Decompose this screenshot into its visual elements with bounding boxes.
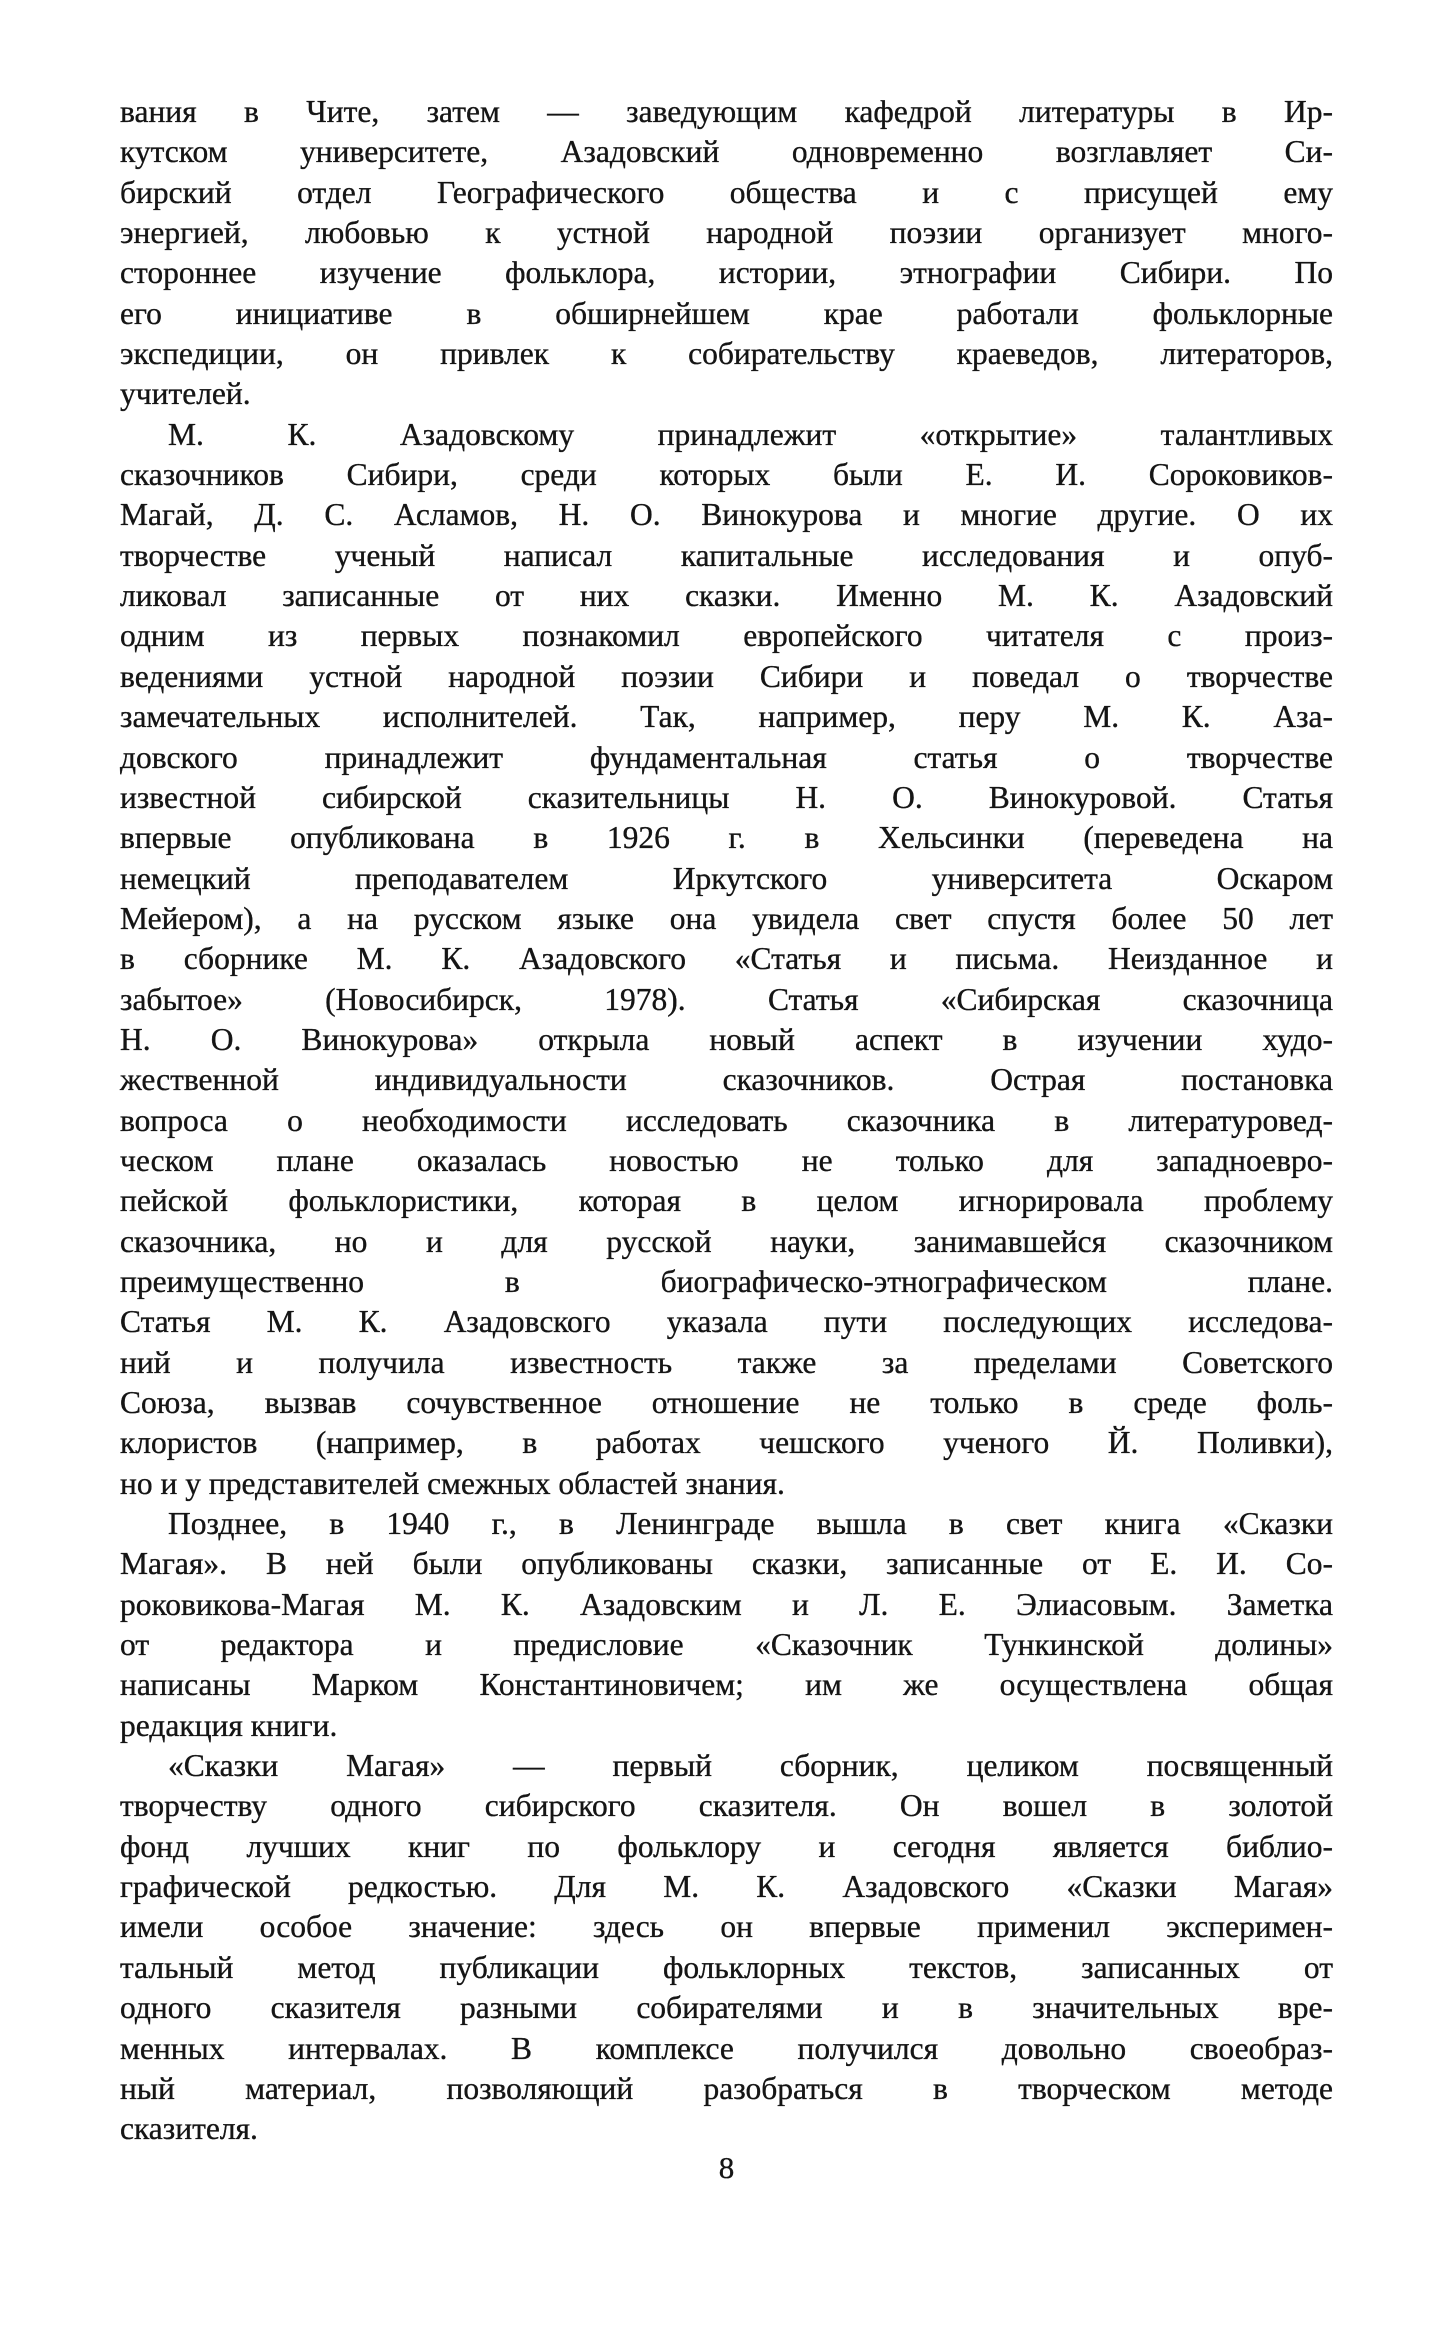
text-line: Н. О. Винокурова» открыла новый аспект в изучении худо- <box>120 1021 1333 1057</box>
text-line: сказочника, но и для русской науки, занимавшейся сказочником <box>120 1223 1333 1259</box>
text-line: но и у представителей смежных областей знания. <box>120 1465 785 1501</box>
text-line: жественной индивидуальности сказочников. Острая постановка <box>120 1062 1333 1098</box>
text-line: клористов (например, в работах чешского ученого Й. Поливки), <box>120 1425 1333 1461</box>
text-line: Магай, Д. С. Асламов, Н. О. Винокурова и многие другие. О их <box>120 497 1333 533</box>
paragraph <box>120 1746 1333 2149</box>
text-line: забытое» (Новосибирск, 1978). Статья «Сибирская сказочница <box>120 981 1333 1017</box>
text-line: одним из первых познакомил европейского читателя с произ- <box>120 618 1333 654</box>
text-line: стороннее изучение фольклора, истории, этнографии Сибири. По <box>120 255 1333 291</box>
paragraph <box>120 1504 1333 1746</box>
text-line: ведениями устной народной поэзии Сибири и поведал о творчестве <box>120 658 1333 694</box>
text-line: замечательных исполнителей. Так, например, перу М. К. Аза- <box>120 699 1333 735</box>
text-line: пейской фольклористики, которая в целом игнорировала проблему <box>120 1183 1333 1219</box>
text-line: его инициативе в обширнейшем крае работали фольклорные <box>120 295 1333 331</box>
text-line: вопроса о необходимости исследовать сказочника в литературовед- <box>120 1102 1333 1138</box>
text-line: Мейером), а на русском языке она увидела свет спустя более 50 лет <box>120 900 1333 936</box>
text-line: учителей. <box>120 376 251 412</box>
text-line: фонд лучших книг по фольклору и сегодня является библио- <box>120 1828 1333 1864</box>
text-line: графической редкостью. Для М. К. Азадовского «Сказки Магая» <box>120 1869 1333 1905</box>
text-line: известной сибирской сказительницы Н. О. Винокуровой. Статья <box>120 779 1333 815</box>
text-line: М. К. Азадовскому принадлежит «открытие» талантливых <box>168 416 1333 452</box>
text-line: менных интервалах. В комплексе получился довольно своеобраз- <box>120 2030 1333 2066</box>
text-line: одного сказителя разными собирателями и в значительных вре- <box>120 1990 1333 2026</box>
text-line: довского принадлежит фундаментальная статья о творчестве <box>120 739 1333 775</box>
text-line: имели особое значение: здесь он впервые применил эксперимен- <box>120 1909 1333 1945</box>
text-line: ний и получила известность также за пределами Советского <box>120 1344 1333 1380</box>
text-line: немецкий преподавателем Иркутского университета Оскаром <box>120 860 1333 896</box>
text-line: кутском университете, Азадовский одновременно возглавляет Си- <box>120 134 1333 170</box>
text-line: ческом плане оказалась новостью не только для западноевро- <box>120 1142 1333 1178</box>
text-line: впервые опубликована в 1926 г. в Хельсинки (переведена на <box>120 820 1333 856</box>
text-line: бирский отдел Географического общества и с присущей ему <box>120 174 1333 210</box>
paragraph <box>120 92 1333 415</box>
text-line: преимущественно в биографическо-этнографическом плане. <box>120 1263 1333 1299</box>
text-line: ный материал, позволяющий разобраться в творческом методе <box>120 2070 1333 2106</box>
paragraph <box>120 415 1333 1504</box>
text-line: роковикова-Магая М. К. Азадовским и Л. Е. Элиасовым. Заметка <box>120 1586 1333 1622</box>
text-line: вания в Чите, затем — заведующим кафедрой литературы в Ир- <box>120 94 1333 129</box>
text-line: в сборнике М. К. Азадовского «Статья и письма. Неизданное и <box>120 941 1333 977</box>
text-line: ликовал записанные от них сказки. Именно М. К. Азадовский <box>120 578 1333 614</box>
text-line: экспедиции, он привлек к собирательству краеведов, литераторов, <box>120 336 1333 372</box>
page-number: 8 <box>718 2150 735 2185</box>
text-block <box>120 92 1333 2150</box>
text-line: Магая». В ней были опубликованы сказки, записанные от Е. И. Со- <box>120 1546 1333 1582</box>
text-line: энергией, любовью к устной народной поэзии организует много- <box>120 215 1333 251</box>
text-line: сказочников Сибири, среди которых были Е. И. Сороковиков- <box>120 457 1333 493</box>
text-line: Союза, вызвав сочувственное отношение не только в среде фоль- <box>120 1385 1333 1420</box>
text-line: сказителя. <box>120 2111 258 2147</box>
text-line: тальный метод публикации фольклорных текстов, записанных от <box>120 1949 1333 1985</box>
text-line: творчестве ученый написал капитальные исследования и опуб- <box>120 537 1333 573</box>
text-line: Статья М. К. Азадовского указала пути последующих исследова- <box>120 1304 1333 1340</box>
text-line: написаны Марком Константиновичем; им же осуществлена общая <box>120 1667 1333 1703</box>
text-line: от редактора и предисловие «Сказочник Тункинской долины» <box>120 1627 1333 1663</box>
text-line: творчеству одного сибирского сказителя. Он вошел в золотой <box>120 1788 1333 1824</box>
text-line: редакция книги. <box>120 1707 338 1743</box>
text-line: «Сказки Магая» — первый сборник, целиком посвященный <box>168 1748 1333 1784</box>
text-line: Позднее, в 1940 г., в Ленинграде вышла в свет книга «Сказки <box>168 1506 1333 1542</box>
